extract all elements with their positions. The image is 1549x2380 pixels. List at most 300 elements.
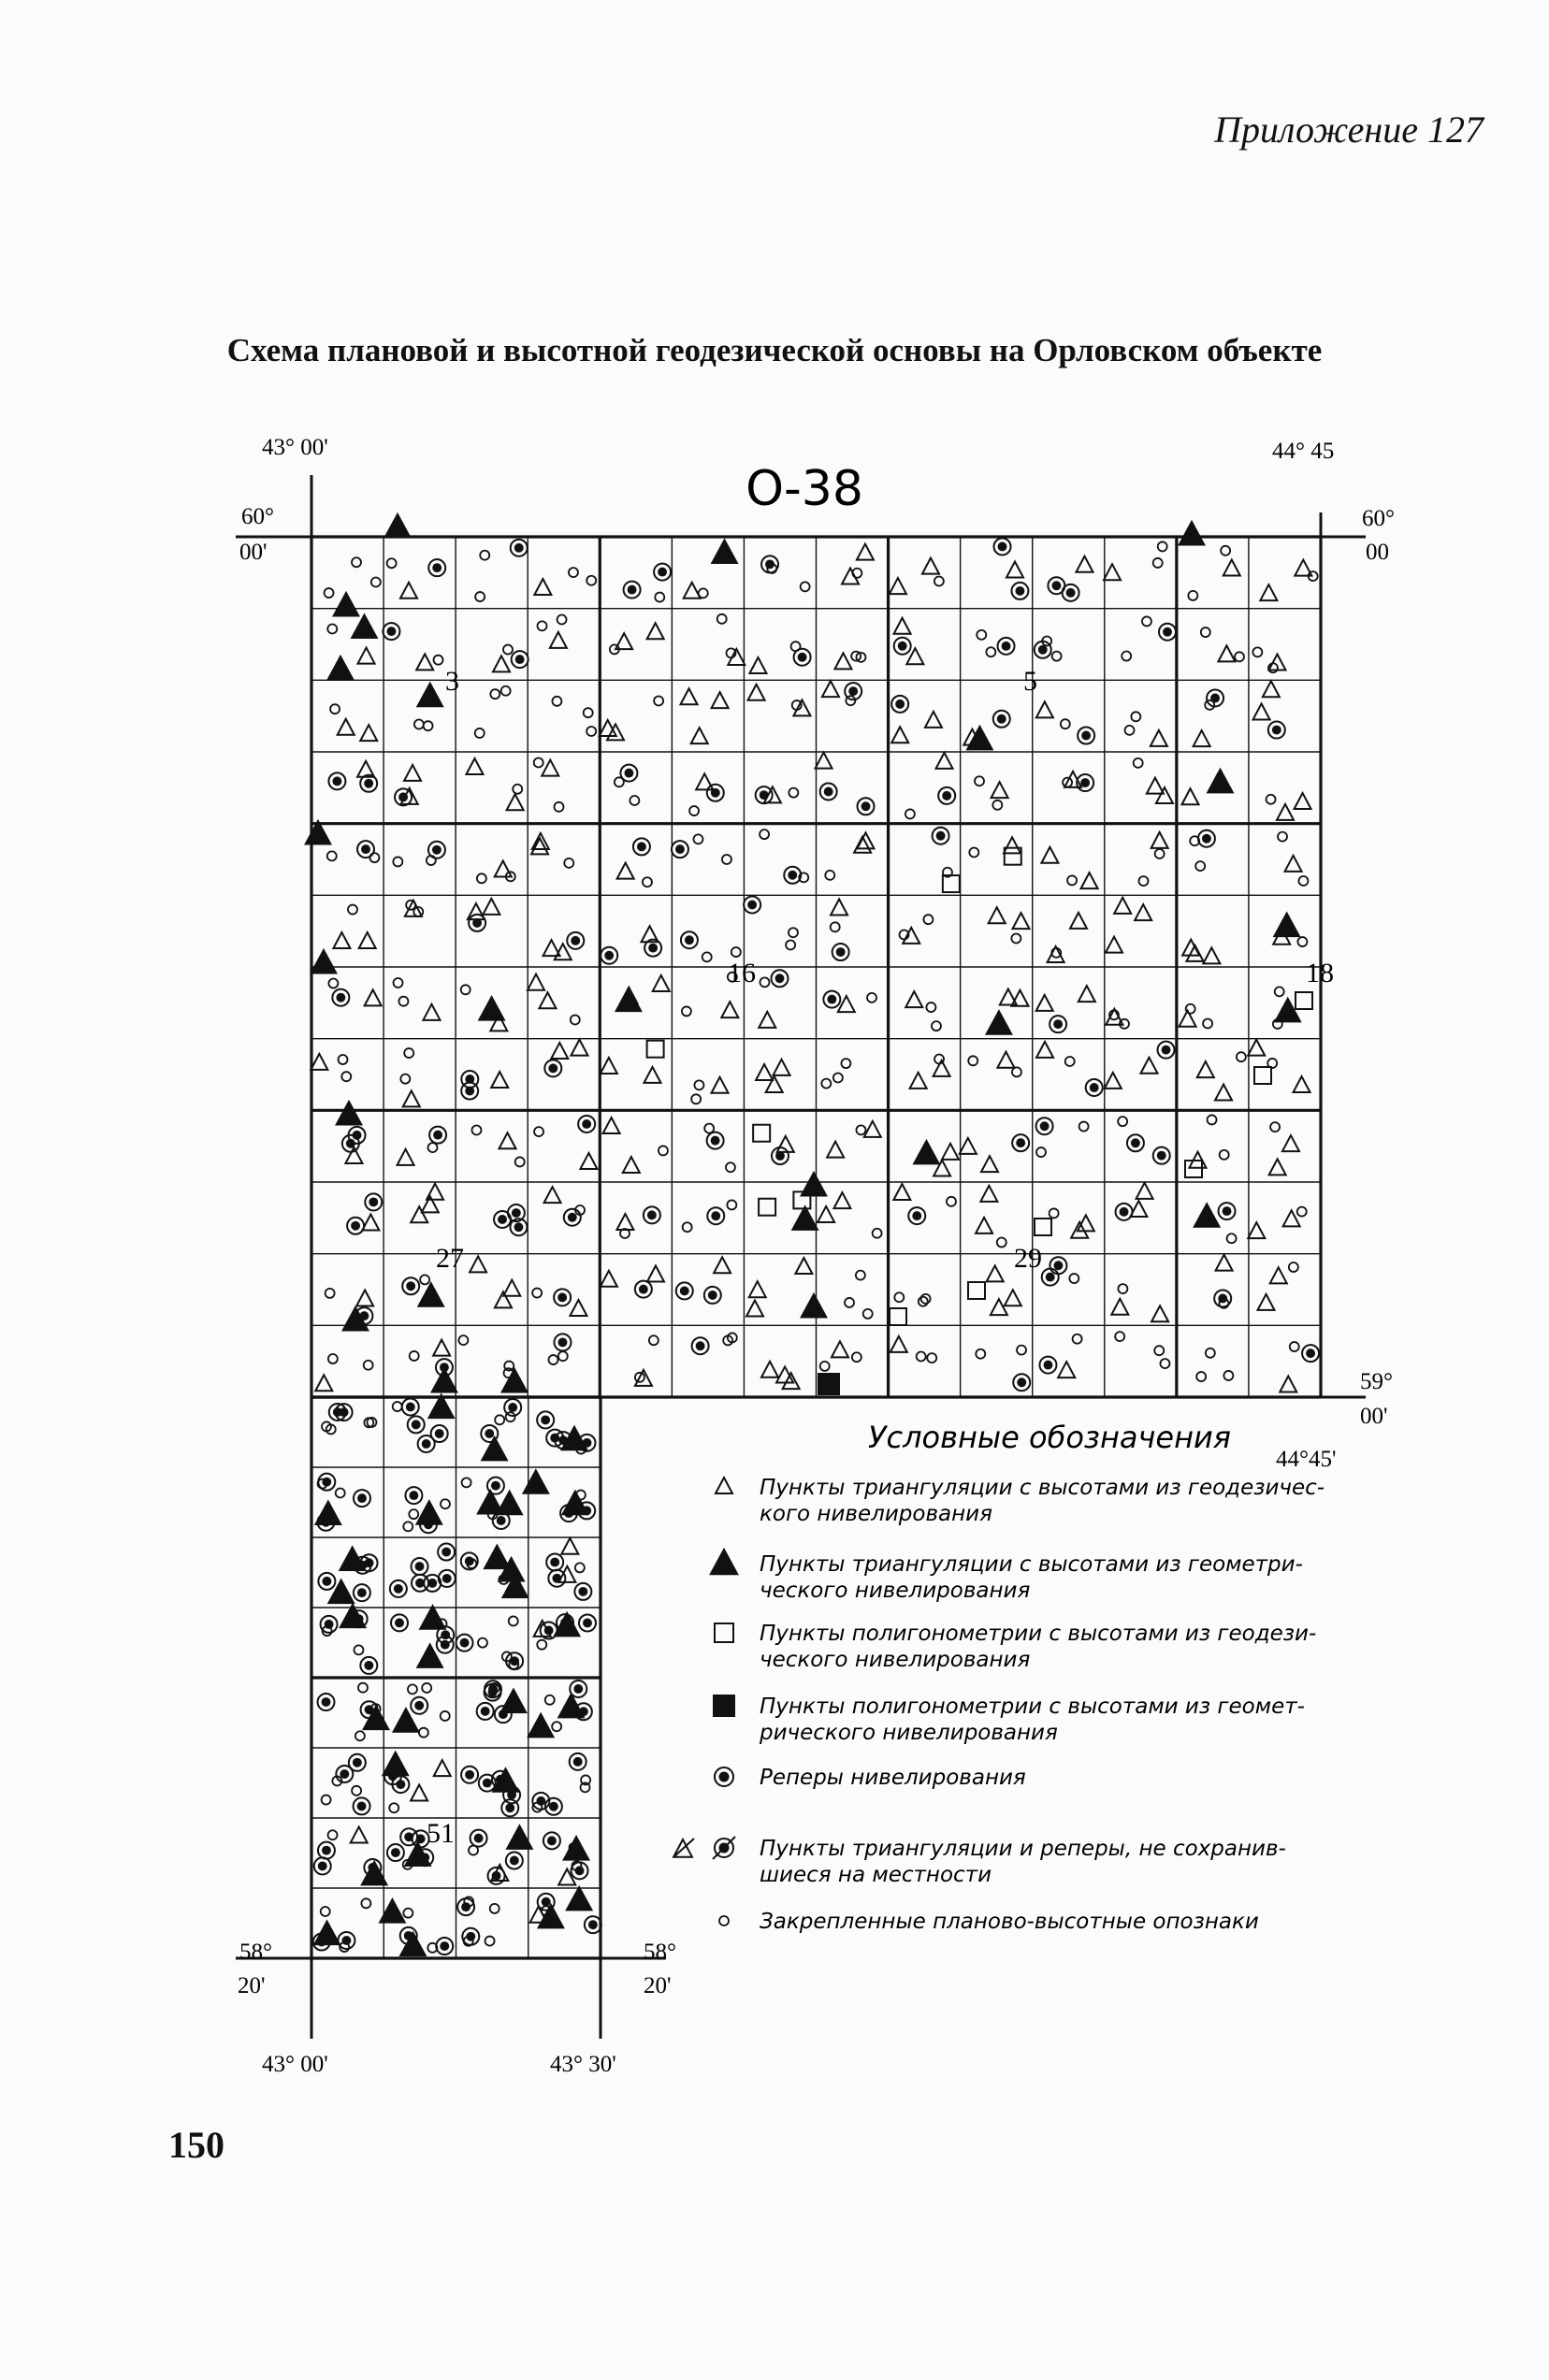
triangulation-point-icon bbox=[1151, 730, 1167, 746]
control-mark-icon bbox=[923, 915, 933, 924]
triangulation-point-icon bbox=[997, 1052, 1014, 1068]
control-mark-icon bbox=[475, 592, 485, 601]
benchmark-dot bbox=[1120, 1207, 1129, 1217]
triangulation-point-icon bbox=[827, 1142, 844, 1158]
benchmark-dot bbox=[936, 831, 946, 841]
triangulation-point-icon bbox=[976, 1218, 992, 1233]
legend-lost-stroke bbox=[713, 1837, 735, 1859]
control-mark-icon bbox=[1052, 652, 1062, 661]
legend-item-3-line1: Пункты полигонометрии с высотами из геодези- bbox=[760, 1622, 1317, 1646]
running-head: Приложение 127 bbox=[1214, 108, 1484, 151]
triangulation-point-filled-icon bbox=[802, 1294, 827, 1318]
benchmark-dot bbox=[507, 1790, 516, 1799]
control-mark-icon bbox=[532, 1289, 542, 1298]
control-mark-icon bbox=[833, 1073, 843, 1082]
benchmark-dot bbox=[432, 845, 442, 855]
control-mark-icon bbox=[495, 1415, 504, 1424]
control-mark-icon bbox=[760, 829, 769, 839]
triangulation-point-icon bbox=[1280, 1377, 1296, 1392]
benchmark-dot bbox=[465, 1075, 474, 1084]
benchmark-dot bbox=[1002, 642, 1011, 651]
triangulation-point-icon bbox=[749, 1281, 766, 1297]
control-mark-icon bbox=[975, 776, 984, 786]
control-mark-icon bbox=[327, 625, 337, 634]
benchmark-dot bbox=[322, 1577, 331, 1586]
triangulation-point-icon bbox=[691, 728, 708, 743]
benchmark-dot bbox=[558, 1435, 568, 1445]
control-mark-icon bbox=[480, 551, 489, 560]
benchmark-dot bbox=[685, 935, 694, 945]
benchmark-dot bbox=[788, 871, 797, 880]
control-mark-icon bbox=[326, 1289, 335, 1298]
control-mark-icon bbox=[986, 647, 995, 656]
control-mark-icon bbox=[398, 997, 408, 1006]
triangulation-point-icon bbox=[681, 688, 698, 704]
control-mark-icon bbox=[1138, 876, 1148, 886]
control-mark-icon bbox=[557, 615, 567, 625]
benchmark-dot bbox=[395, 1618, 404, 1627]
control-mark-icon bbox=[534, 757, 543, 767]
benchmark-dot bbox=[415, 1562, 425, 1571]
benchmark-dot bbox=[848, 686, 858, 696]
triangulation-point-filled-icon bbox=[567, 1887, 592, 1911]
nw-longitude: 43° 00' bbox=[262, 435, 328, 460]
triangulation-point-icon bbox=[1248, 1040, 1265, 1056]
control-mark-icon bbox=[1065, 1057, 1075, 1066]
benchmark-dot bbox=[394, 1584, 403, 1594]
control-mark-icon bbox=[1142, 616, 1151, 626]
control-mark-icon bbox=[968, 1056, 977, 1065]
triangulation-point-filled-icon bbox=[417, 1644, 442, 1667]
control-mark-icon bbox=[1118, 1284, 1127, 1293]
triangulation-point-icon bbox=[832, 1341, 848, 1357]
legend-item-5-line1: Реперы нивелирования bbox=[760, 1766, 1026, 1790]
triangulation-point-icon bbox=[351, 1827, 368, 1843]
control-mark-icon bbox=[727, 1200, 736, 1209]
control-mark-icon bbox=[1154, 1346, 1164, 1355]
control-mark-icon bbox=[917, 1352, 926, 1362]
benchmark-dot bbox=[578, 1587, 587, 1596]
benchmark-dot bbox=[1272, 726, 1281, 735]
triangulation-point-filled-icon bbox=[616, 988, 642, 1012]
triangulation-point-filled-icon bbox=[417, 684, 442, 707]
benchmark-dot bbox=[696, 1341, 705, 1350]
triangulation-point-icon bbox=[712, 1077, 729, 1093]
triangulation-point-icon bbox=[759, 1012, 775, 1028]
triangulation-point-icon bbox=[345, 1147, 362, 1163]
legend-item-7-line1: Закрепленные планово-высотные опознаки bbox=[760, 1910, 1259, 1934]
control-mark-icon bbox=[325, 588, 334, 598]
triangulation-point-icon bbox=[360, 725, 377, 741]
triangulation-point-filled-icon bbox=[314, 1922, 340, 1945]
benchmark-dot bbox=[515, 655, 525, 664]
triangulation-point-icon bbox=[1070, 913, 1087, 929]
triangulation-point-icon bbox=[980, 1186, 997, 1202]
cell-number: 16 bbox=[728, 958, 756, 988]
control-mark-icon bbox=[403, 1522, 413, 1531]
control-mark-icon bbox=[330, 704, 340, 714]
sw-longitude: 43° 00' bbox=[262, 2052, 328, 2077]
triangulation-point-filled-icon bbox=[792, 1206, 818, 1230]
control-mark-icon bbox=[552, 1722, 561, 1731]
control-mark-icon bbox=[655, 593, 664, 602]
benchmark-dot bbox=[497, 1516, 506, 1525]
benchmark-dot bbox=[369, 1197, 378, 1206]
triangulation-point-icon bbox=[534, 579, 551, 595]
control-mark-icon bbox=[509, 1616, 518, 1625]
triangulation-point-icon bbox=[1269, 1159, 1286, 1175]
triangulation-point-icon bbox=[503, 1280, 520, 1296]
control-mark-icon bbox=[569, 568, 578, 577]
triangulation-point-icon bbox=[1156, 787, 1173, 803]
control-mark-icon bbox=[458, 1335, 468, 1345]
control-mark-icon bbox=[414, 719, 424, 728]
control-mark-icon bbox=[328, 1354, 338, 1363]
triangulation-point-icon bbox=[834, 653, 851, 669]
control-mark-icon bbox=[789, 788, 798, 798]
triangulation-point-icon bbox=[721, 1002, 738, 1017]
control-mark-icon bbox=[1011, 933, 1021, 943]
benchmark-dot bbox=[549, 1802, 558, 1811]
triangulation-point-icon bbox=[580, 1153, 597, 1169]
triangulation-point-icon bbox=[894, 618, 911, 634]
polygonometry-point-icon bbox=[1185, 1161, 1202, 1177]
triangulation-point-icon bbox=[1006, 562, 1023, 578]
benchmark-dot bbox=[485, 1429, 494, 1438]
control-mark-icon bbox=[364, 1361, 373, 1370]
triangulation-point-icon bbox=[495, 861, 512, 877]
triangulation-point-icon bbox=[1004, 837, 1021, 853]
control-mark-icon bbox=[393, 1402, 402, 1411]
benchmark-dot bbox=[573, 1757, 583, 1767]
triangulation-point-filled-icon bbox=[352, 615, 377, 639]
benchmark-dot bbox=[1080, 778, 1090, 787]
triangulation-point-filled-icon bbox=[528, 1714, 554, 1738]
polygonometry-point-icon bbox=[1035, 1219, 1051, 1235]
control-mark-icon bbox=[997, 1238, 1006, 1248]
triangulation-point-icon bbox=[338, 719, 355, 735]
triangulation-point-icon bbox=[748, 685, 765, 700]
control-mark-icon bbox=[1252, 647, 1262, 656]
benchmark-dot bbox=[508, 1403, 517, 1412]
cell-number: 27 bbox=[436, 1243, 464, 1274]
benchmark-dot bbox=[579, 1707, 588, 1716]
benchmark-dot bbox=[361, 844, 370, 854]
control-mark-icon bbox=[552, 697, 561, 706]
triangulation-point-icon bbox=[398, 1149, 414, 1165]
benchmark-dot bbox=[1053, 1019, 1063, 1029]
benchmark-dot bbox=[708, 1291, 717, 1300]
ne-longitude: 44° 45 bbox=[1272, 439, 1335, 464]
control-mark-icon bbox=[352, 1786, 361, 1796]
control-mark-icon bbox=[1201, 627, 1210, 637]
triangulation-point-icon bbox=[774, 1060, 790, 1075]
control-mark-icon bbox=[475, 728, 485, 738]
triangulation-point-icon bbox=[893, 1184, 910, 1200]
control-mark-icon bbox=[538, 621, 547, 630]
triangulation-point-icon bbox=[1263, 681, 1280, 697]
triangulation-point-icon bbox=[991, 1299, 1007, 1315]
triangulation-point-filled-icon bbox=[1194, 1204, 1220, 1227]
control-mark-icon bbox=[630, 796, 639, 805]
benchmark-dot bbox=[496, 1775, 505, 1784]
benchmark-dot bbox=[512, 1208, 521, 1218]
page-title: Схема плановой и высотной геодезической основы на Орловском объекте bbox=[226, 332, 1323, 368]
control-mark-icon bbox=[1134, 758, 1143, 768]
benchmark-dot bbox=[406, 1403, 415, 1412]
triangulation-point-icon bbox=[942, 1144, 959, 1160]
control-mark-icon bbox=[1073, 1334, 1082, 1344]
control-mark-icon bbox=[926, 1002, 935, 1012]
triangulation-point-filled-icon bbox=[328, 1580, 354, 1604]
triangulation-point-icon bbox=[333, 932, 350, 948]
control-mark-icon bbox=[1223, 1371, 1233, 1380]
polygonometry-point-icon bbox=[1254, 1067, 1271, 1084]
control-mark-icon bbox=[801, 582, 810, 591]
benchmark-dot bbox=[998, 542, 1007, 552]
control-mark-icon bbox=[1275, 987, 1284, 996]
mid-lat-deg: 59° bbox=[1360, 1369, 1393, 1394]
control-mark-icon bbox=[682, 1006, 691, 1016]
control-mark-icon bbox=[615, 777, 624, 786]
control-mark-icon bbox=[1125, 726, 1135, 735]
triangulation-point-icon bbox=[491, 1072, 508, 1088]
benchmark-dot bbox=[491, 1481, 500, 1491]
control-mark-icon bbox=[894, 1292, 904, 1302]
triangulation-point-icon bbox=[1277, 804, 1294, 820]
se-longitude: 43° 30' bbox=[550, 2052, 616, 2077]
control-mark-icon bbox=[693, 834, 702, 844]
benchmark-dot bbox=[541, 1415, 550, 1424]
triangulation-point-icon bbox=[644, 1067, 660, 1083]
control-mark-icon bbox=[820, 1362, 830, 1371]
control-mark-icon bbox=[689, 806, 699, 815]
benchmark-dot bbox=[336, 993, 345, 1002]
control-mark-icon bbox=[841, 1059, 850, 1068]
south-lat-deg-left: 58° bbox=[239, 1940, 272, 1965]
triangulation-point-icon bbox=[761, 1362, 778, 1378]
control-mark-icon bbox=[537, 1640, 546, 1650]
benchmark-dot bbox=[1163, 627, 1172, 637]
benchmark-dot bbox=[550, 1558, 559, 1567]
triangulation-point-icon bbox=[1106, 937, 1122, 953]
benchmark-dot bbox=[719, 1772, 730, 1782]
control-mark-icon bbox=[394, 978, 403, 988]
cell-number: 51 bbox=[427, 1818, 455, 1849]
benchmark-dot bbox=[391, 1848, 400, 1857]
control-mark-icon bbox=[947, 1197, 956, 1206]
control-mark-icon bbox=[702, 952, 712, 961]
triangulation-point-icon bbox=[696, 773, 713, 789]
triangulation-point-icon bbox=[818, 1206, 834, 1222]
benchmark-dot bbox=[1051, 581, 1061, 590]
benchmark-dot bbox=[675, 844, 685, 854]
benchmark-dot bbox=[357, 1588, 367, 1597]
control-mark-icon bbox=[355, 1731, 365, 1740]
polygonometry-point-icon bbox=[968, 1282, 985, 1299]
benchmark-dot bbox=[364, 1661, 373, 1670]
control-mark-icon bbox=[1298, 876, 1308, 886]
control-mark-icon bbox=[575, 1563, 585, 1572]
triangulation-point-filled-icon bbox=[1275, 999, 1300, 1022]
control-mark-icon bbox=[1067, 875, 1077, 885]
benchmark-dot bbox=[514, 1222, 524, 1232]
control-mark-icon bbox=[1297, 937, 1307, 946]
control-mark-icon bbox=[513, 785, 522, 794]
control-mark-icon bbox=[1290, 1342, 1299, 1351]
triangulation-point-icon bbox=[550, 632, 567, 648]
benchmark-dot bbox=[571, 936, 580, 945]
benchmark-dot bbox=[498, 1215, 507, 1224]
control-mark-icon bbox=[534, 1127, 543, 1136]
control-mark-icon bbox=[845, 1298, 854, 1307]
control-mark-icon bbox=[485, 1937, 495, 1946]
control-mark-icon bbox=[348, 905, 357, 915]
control-mark-icon bbox=[643, 877, 652, 887]
control-mark-icon bbox=[1131, 712, 1140, 721]
legend-small-circle-icon bbox=[719, 1916, 729, 1926]
triangulation-point-filled-icon bbox=[1208, 770, 1233, 793]
benchmark-dot bbox=[357, 1801, 367, 1810]
triangulation-point-filled-icon bbox=[524, 1470, 549, 1493]
control-mark-icon bbox=[1069, 1274, 1079, 1283]
cell-number: 29 bbox=[1014, 1243, 1042, 1274]
control-mark-icon bbox=[789, 928, 798, 937]
triangulation-point-icon bbox=[842, 569, 859, 584]
control-mark-icon bbox=[478, 1638, 487, 1648]
control-mark-icon bbox=[976, 1349, 985, 1359]
triangulation-point-icon bbox=[495, 1291, 512, 1307]
triangulation-point-icon bbox=[616, 1214, 633, 1230]
control-mark-icon bbox=[831, 922, 840, 931]
benchmark-dot bbox=[1157, 1151, 1166, 1161]
triangulation-point-icon bbox=[1064, 772, 1081, 787]
control-mark-icon bbox=[1270, 1122, 1280, 1132]
control-mark-icon bbox=[905, 809, 915, 818]
benchmark-dot bbox=[639, 1285, 648, 1294]
triangulation-point-icon bbox=[311, 1054, 327, 1070]
control-mark-icon bbox=[919, 1297, 928, 1306]
triangulation-point-icon bbox=[746, 1300, 763, 1316]
control-mark-icon bbox=[571, 1015, 580, 1024]
control-mark-icon bbox=[434, 656, 443, 665]
triangulation-point-filled-icon bbox=[479, 997, 504, 1020]
triangulation-point-icon bbox=[539, 992, 556, 1008]
control-mark-icon bbox=[503, 645, 513, 655]
triangulation-point-icon bbox=[493, 656, 510, 671]
benchmark-dot bbox=[1090, 1083, 1099, 1092]
control-mark-icon bbox=[649, 1335, 659, 1345]
control-mark-icon bbox=[726, 1162, 735, 1172]
benchmark-dot bbox=[628, 585, 637, 595]
control-mark-icon bbox=[1122, 652, 1131, 661]
legend-triangle-open-icon bbox=[716, 1478, 732, 1493]
control-mark-icon bbox=[1017, 1346, 1026, 1355]
triangulation-point-icon bbox=[1151, 832, 1168, 848]
triangulation-point-icon bbox=[822, 681, 839, 697]
benchmark-dot bbox=[624, 769, 633, 778]
triangulation-point-icon bbox=[570, 1300, 586, 1316]
triangulation-point-icon bbox=[416, 654, 433, 670]
legend-item-3-line2: ческого нивелирования bbox=[760, 1648, 1031, 1672]
benchmark-dot bbox=[912, 1211, 921, 1220]
triangulation-point-icon bbox=[1258, 1294, 1275, 1310]
control-mark-icon bbox=[921, 1294, 931, 1304]
control-mark-icon bbox=[564, 858, 573, 868]
south-lat-min-left: 20' bbox=[238, 1973, 266, 1998]
control-mark-icon bbox=[654, 696, 663, 705]
benchmark-dot bbox=[340, 1769, 349, 1779]
triangulation-point-icon bbox=[404, 765, 421, 781]
control-mark-icon bbox=[1079, 1122, 1089, 1132]
triangulation-point-icon bbox=[1147, 778, 1164, 794]
benchmark-dot bbox=[321, 1518, 330, 1527]
triangulation-point-icon bbox=[922, 558, 939, 574]
control-mark-icon bbox=[846, 696, 855, 705]
control-mark-icon bbox=[873, 1229, 882, 1238]
control-mark-icon bbox=[545, 1695, 555, 1705]
triangulation-point-icon bbox=[1036, 1042, 1053, 1058]
benchmark-dot bbox=[898, 642, 907, 651]
control-mark-icon bbox=[992, 801, 1002, 810]
triangulation-point-icon bbox=[864, 1121, 881, 1137]
control-mark-icon bbox=[863, 1309, 873, 1319]
triangulation-point-icon bbox=[987, 1265, 1004, 1281]
control-mark-icon bbox=[477, 873, 486, 883]
control-mark-icon bbox=[358, 1683, 368, 1693]
triangulation-point-icon bbox=[1036, 995, 1053, 1011]
benchmark-dot bbox=[775, 974, 785, 983]
benchmark-dot bbox=[481, 1707, 490, 1716]
control-mark-icon bbox=[410, 1351, 419, 1361]
benchmark-dot bbox=[460, 1638, 470, 1648]
control-mark-icon bbox=[461, 985, 470, 994]
mid-lat-min: 00' bbox=[1360, 1404, 1388, 1429]
triangulation-point-filled-icon bbox=[420, 1606, 445, 1629]
triangulation-point-icon bbox=[890, 578, 906, 594]
control-mark-icon bbox=[506, 1412, 515, 1421]
south-lat-deg-right: 58° bbox=[644, 1940, 676, 1965]
triangulation-point-icon bbox=[890, 1336, 907, 1352]
benchmark-dot bbox=[351, 1221, 360, 1231]
triangulation-point-icon bbox=[551, 1043, 568, 1059]
control-mark-icon bbox=[400, 1075, 410, 1084]
triangulation-point-filled-icon bbox=[914, 1141, 939, 1164]
benchmark-dot bbox=[547, 1836, 557, 1845]
benchmark-dot bbox=[465, 1770, 474, 1780]
triangulation-point-icon bbox=[857, 544, 874, 560]
triangulation-point-icon bbox=[411, 1206, 427, 1222]
polygonometry-point-icon bbox=[753, 1125, 770, 1142]
benchmark-dot bbox=[747, 900, 757, 909]
control-mark-icon bbox=[934, 576, 944, 585]
benchmark-dot bbox=[604, 951, 614, 960]
benchmark-dot bbox=[647, 1210, 657, 1219]
triangulation-point-icon bbox=[1182, 788, 1199, 804]
triangulation-point-icon bbox=[1058, 1362, 1075, 1378]
triangulation-point-filled-icon bbox=[987, 1011, 1012, 1034]
control-mark-icon bbox=[704, 1124, 714, 1133]
triangulation-point-icon bbox=[783, 1373, 800, 1389]
triangulation-point-icon bbox=[356, 1291, 373, 1306]
control-mark-icon bbox=[532, 1803, 542, 1812]
control-mark-icon bbox=[717, 614, 727, 624]
triangulation-point-icon bbox=[1079, 986, 1095, 1002]
triangulation-point-icon bbox=[358, 648, 375, 664]
triangulation-point-icon bbox=[1111, 1299, 1128, 1315]
control-mark-icon bbox=[554, 802, 563, 812]
legend-square-filled-icon bbox=[713, 1695, 735, 1717]
